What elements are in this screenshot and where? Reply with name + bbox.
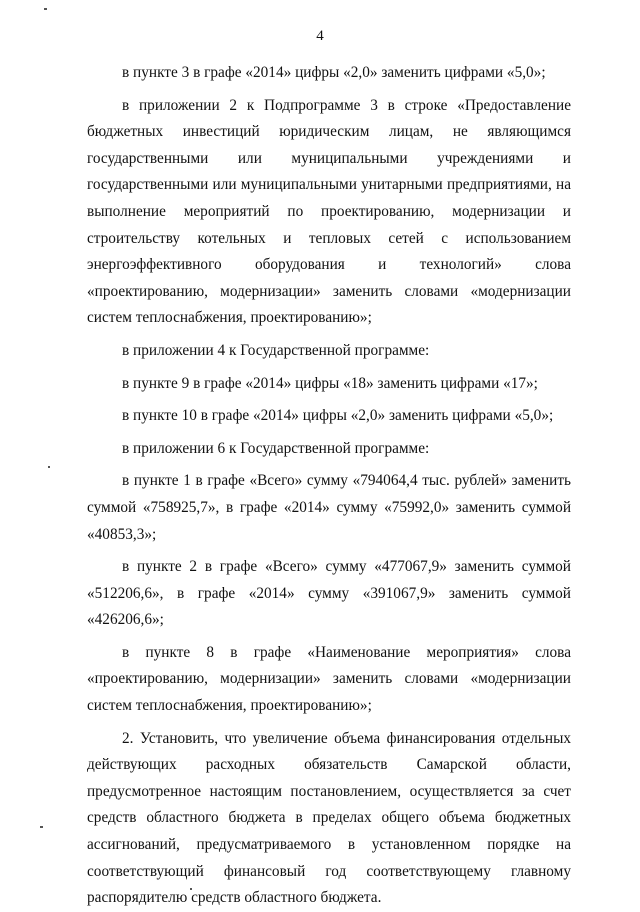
paragraph: в пункте 9 в графе «2014» цифры «18» заменить цифрами «17»; — [122, 374, 538, 392]
scan-speck — [48, 466, 50, 468]
paragraph: 2. Установить, что увеличение объема финансирования отдельных действующих расходных обязательств Самарской области, предусмотренное настоящим постановлением, осуществляется за счет средств областного бюджета в пределах общего объема бюджетных ассигнований, предусматриваемого в установленном порядке на соответствующий финансовый год соответствующему главному распорядителю средств областного бюджета. — [87, 729, 571, 907]
paragraph: в приложении 2 к Подпрограмме 3 в строке «Предоставление бюджетных инвестиций юридическим лицам, не являющимся государственными или муниципальными учреждениями и государственными или муниципальными унитарными предприятиями, на выполнение мероприятий по проектированию, модернизации и строительству котельных и тепловых сетей с использованием энергоэффективного оборудования и технологий» слова «проектированию, модернизации» заменить словами «модернизации систем теплоснабжения, проектированию»; — [87, 96, 571, 327]
scan-speck — [44, 8, 47, 10]
paragraph: в приложении 6 к Государственной программе: — [122, 439, 430, 457]
paragraph: в пункте 2 в графе «Всего» сумму «477067,9» заменить суммой «512206,6», в графе «2014» сумму «391067,9» заменить суммой «426206,6»; — [87, 558, 571, 629]
paragraph: в пункте 8 в графе «Наименование мероприятия» слова «проектированию, модернизации» заменить словами «модернизации систем теплоснабжения, проектированию»; — [87, 643, 571, 715]
paragraph: в пункте 10 в графе «2014» цифры «2,0» заменить цифрами «5,0»; — [122, 407, 554, 425]
page-number: 4 — [316, 28, 324, 44]
document-body — [87, 60, 571, 912]
paragraph: в пункте 1 в графе «Всего» сумму «794064,4 тыс. рублей» заменить суммой «758925,7», в графе «2014» сумму «75992,0» заменить суммой «40853,3»; — [87, 472, 571, 543]
scan-speck — [40, 826, 43, 828]
paragraph: в пункте 3 в графе «2014» цифры «2,0» заменить цифрами «5,0»; — [122, 64, 546, 81]
paragraph: в приложении 4 к Государственной программе: — [122, 341, 430, 359]
